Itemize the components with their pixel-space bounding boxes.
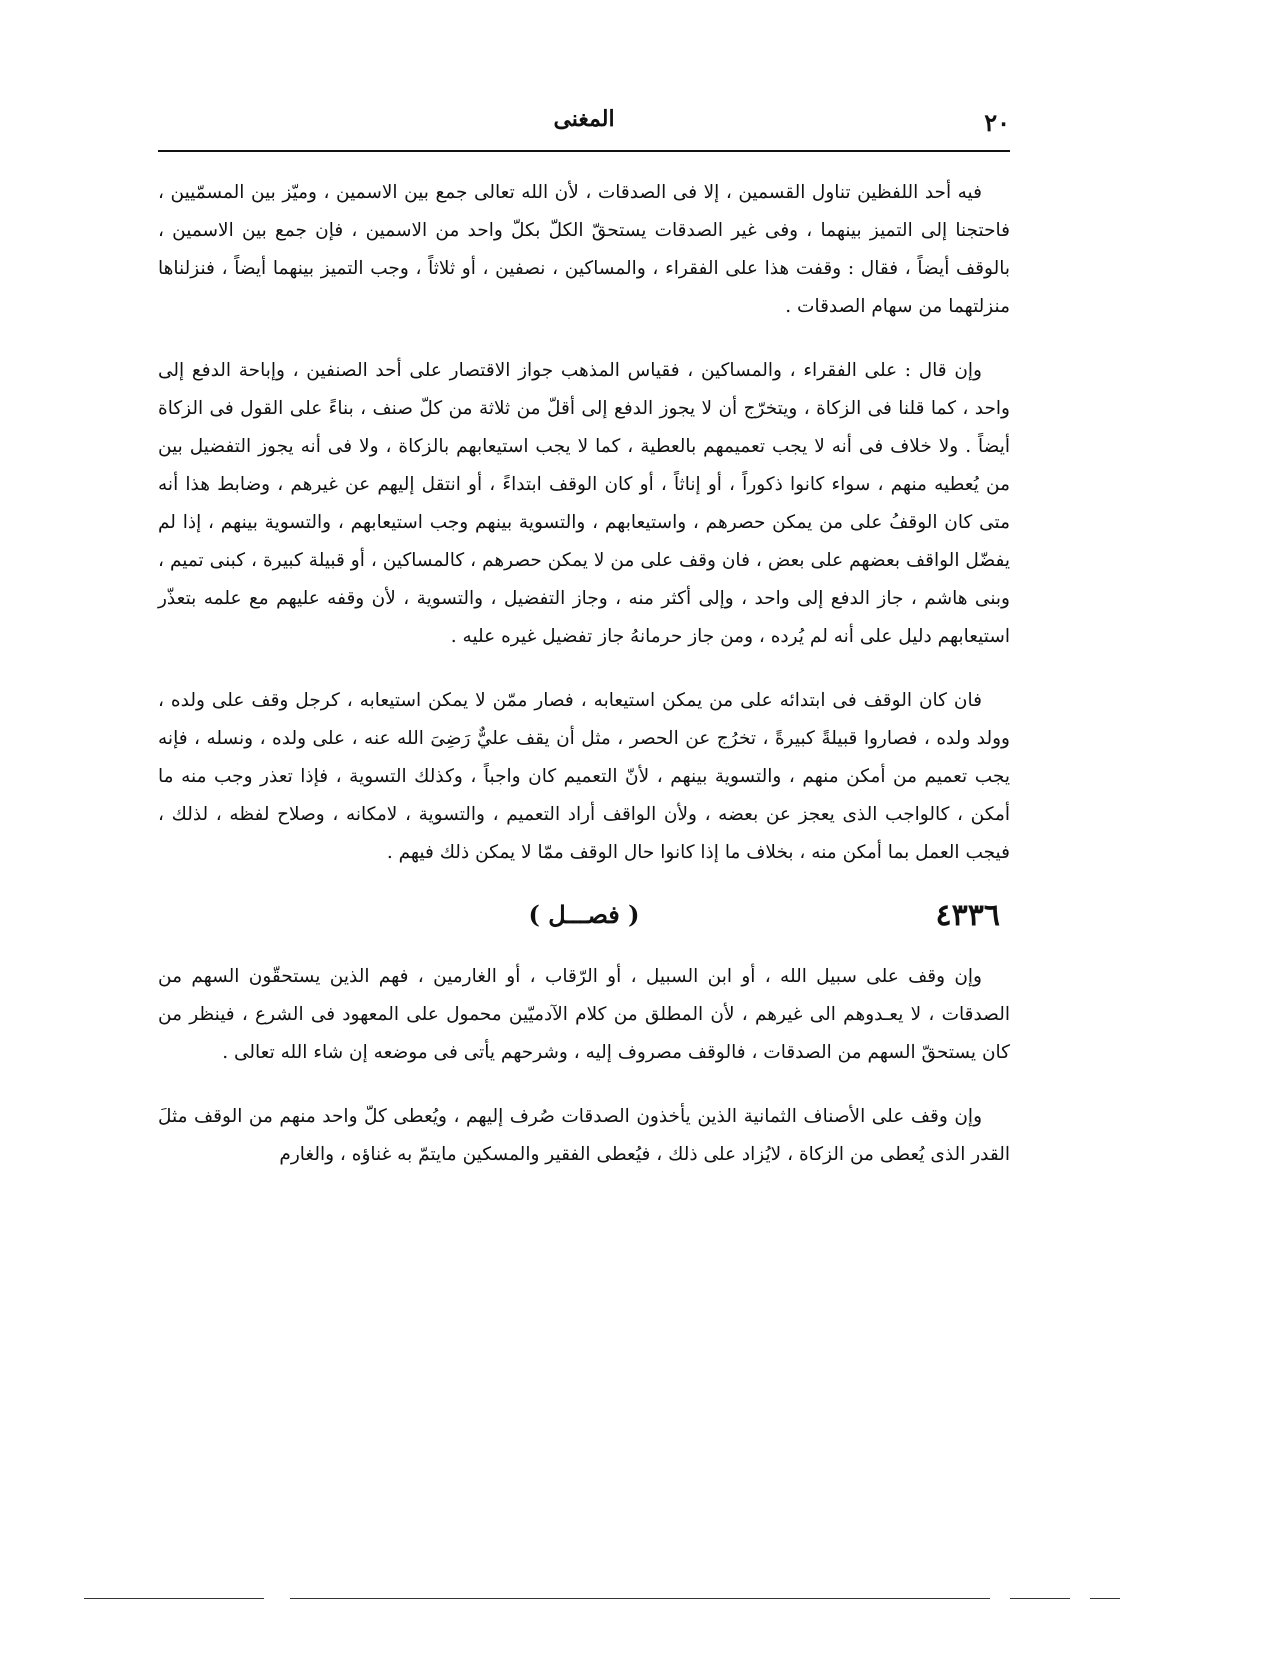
paragraph: وإن وقف على الأصناف الثمانية الذين يأخذون الصدقات صُرف إليهم ، ويُعطى كلّ واحد منهم من الوقف مثلَ القدر الذى يُعطى من الزكاة ، لايُزاد على ذلك ، فيُعطى الفقير والمسكين مايتمّ به غناؤه ، والغارم	[158, 1106, 1010, 1165]
page-number: ٢٠	[984, 108, 1010, 137]
page-body	[158, 100, 1010, 1620]
paragraph: وإن قال : على الفقراء ، والمساكين ، فقياس المذهب جواز الاقتصار على أحد الصنفين ، وإباحة الدفع إلى واحد ، كما قلنا فى الزكاة ، ويتخرّج أن لا يجوز الدفع إلى أقلّ من ثلاثة من كلّ صنف ، بناءً على القول فى الزكاة أيضاً . ولا خلاف فى أنه لا يجب تعميمهم بالعطية ، كما لا يجب استيعابهم بالزكاة ، ولا فى أنه يجوز التفضيل بين من يُعطيه منهم ، سواء كانوا ذكوراً ، أو إناثاً ، أو كان الوقف ابتداءً ، أو انتقل إليهم عن غيرهم ، وضابط هذا أنه متى كان الوقفُ على من يمكن حصرهم ، واستيعابهم ، والتسوية بينهم وجب استيعابهم ، والتسوية بينهم ، إذا لم يفضّل الواقف بعضهم على بعض ، فان وقف على من لا يمكن حصرهم ، كالمساكين ، أو قبيلة كبيرة ، كبنى تميم ، وبنى هاشم ، جاز الدفع إلى واحد ، وإلى أكثر منه ، وجاز التفضيل ، والتسوية ، لأن وقفه عليهم مع علمه بتعذّر استيعابهم دليل على أنه لم يُرده ، ومن جاز حرمانهُ جاز تفضيل غيره عليه .	[158, 360, 1010, 647]
header-rule	[158, 150, 1010, 152]
footer-rule	[84, 1598, 264, 1599]
paragraph: فيه أحد اللفظين تناول القسمين ، إلا فى الصدقات ، لأن الله تعالى جمع بين الاسمين ، وميّز بين المسمّيين ، فاحتجنا إلى التميز بينهما ، وفى غير الصدقات يستحقّ الكلّ بكلّ واحد من الاسمين ، فإن جمع بين الاسمين ، بالوقف أيضاً ، فقال : وقفت هذا على الفقراء ، والمساكين ، نصفين ، أو ثلاثاً ، وجب التميز بينهما أيضاً ، فنزلناها منزلتهما من سهام الصدقات .	[158, 182, 1010, 317]
footer-rule	[1010, 1598, 1070, 1599]
section-number: ٤٣٣٦	[935, 898, 1000, 933]
paragraph: وإن وقف على سبيل الله ، أو ابن السبيل ، أو الرّقاب ، أو الغارمين ، فهم الذين يستحقّون السهم من الصدقات ، لا يعـدوهم الى غيرهم ، لأن المطلق من كلام الآدميّين محمول على المعهود فى الشرع ، فينظر من كان يستحقّ السهم من الصدقات ، فالوقف مصروف إليه ، وشرحهم يأتى فى موضعه إن شاء الله تعالى .	[158, 966, 1010, 1063]
page-header	[158, 100, 1010, 140]
footer-rule	[1090, 1598, 1120, 1599]
section-title: ( فصـــل )	[528, 900, 640, 929]
section-heading	[158, 898, 1010, 942]
paragraph: فان كان الوقف فى ابتدائه على من يمكن استيعابه ، فصار ممّن لا يمكن استيعابه ، كرجل وقف على ولده ، وولد ولده ، فصاروا قبيلةً كبيرةً ، تخرُج عن الحصر ، مثل أن يقف عليٌّ رَضِىَ الله عنه ، على ولده ، ونسله ، فإنه يجب تعميم من أمكن منهم ، والتسوية بينهم ، لأنّ التعميم كان واجباً ، وكذلك التسوية ، فإذا تعذر وجب منه ما أمكن ، كالواجب الذى يعجز عن بعضه ، ولأن الواقف أراد التعميم ، والتسوية ، لامكانه ، وصلاح لفظه ، لذلك ، فيجب العمل بما أمكن منه ، بخلاف ما إذا كانوا حال الوقف ممّا لا يمكن ذلك فيهم .	[158, 690, 1010, 863]
footer-rule	[290, 1598, 990, 1599]
running-title: المغنى	[553, 106, 615, 132]
